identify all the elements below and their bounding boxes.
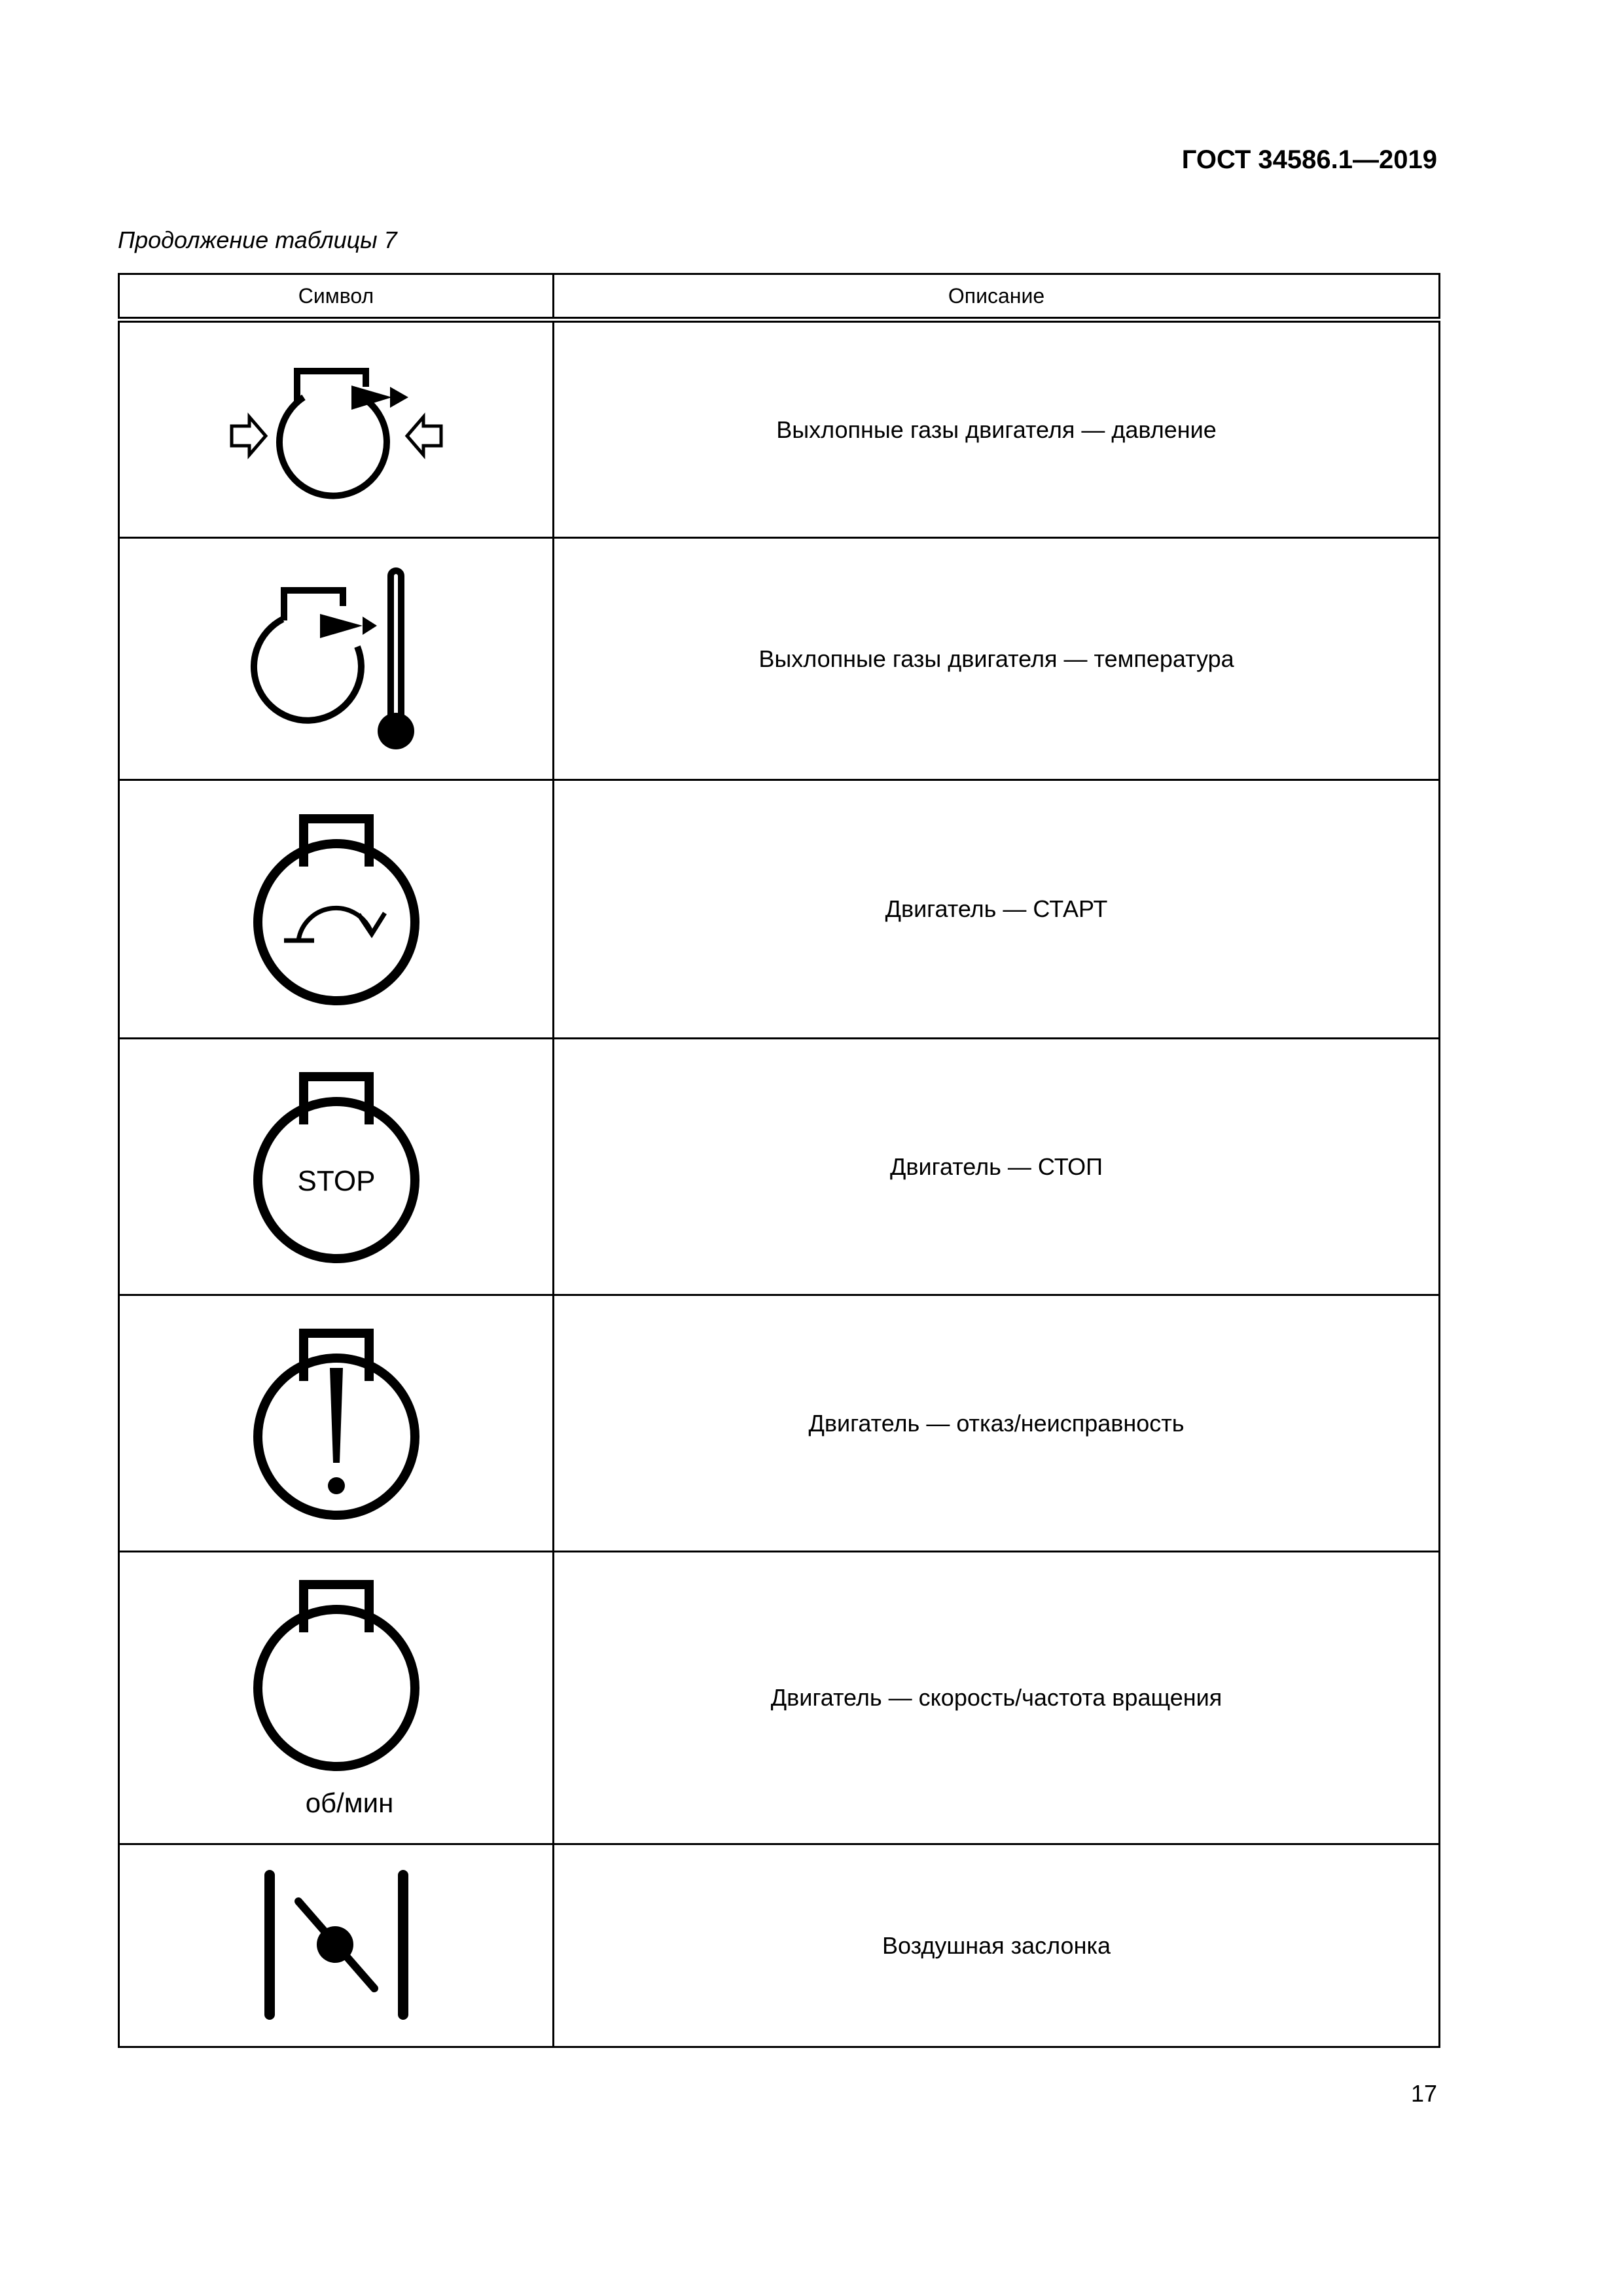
description-cell: Выхлопные газы двигателя — температура xyxy=(554,538,1440,780)
description-cell: Выхлопные газы двигателя — давление xyxy=(554,320,1440,538)
air-damper-icon xyxy=(258,1867,415,2024)
engine-exhaust-pressure-icon xyxy=(225,345,448,515)
symbol-cell xyxy=(119,1552,554,1844)
table-row xyxy=(119,320,1440,538)
table-row xyxy=(119,1552,1440,1844)
column-header-symbol: Символ xyxy=(119,274,554,320)
engine-exhaust-temperature-icon xyxy=(232,564,441,754)
description-cell: Воздушная заслонка xyxy=(554,1844,1440,2047)
engine-start-icon xyxy=(245,804,428,1014)
engine-failure-icon xyxy=(245,1319,428,1528)
description-cell: Двигатель — СТАРТ xyxy=(554,780,1440,1039)
engine-speed-icon xyxy=(245,1570,428,1825)
table-header-row xyxy=(119,274,1440,320)
description-cell: Двигатель — отказ/неисправность xyxy=(554,1295,1440,1552)
description-cell: Двигатель — скорость/частота вращения xyxy=(554,1552,1440,1844)
table-row xyxy=(119,1844,1440,2047)
symbol-cell xyxy=(119,1039,554,1295)
rpm-icon-label: об/мин xyxy=(305,1787,393,1818)
symbol-cell xyxy=(119,320,554,538)
standard-code: ГОСТ 34586.1—2019 xyxy=(1181,145,1437,174)
page-number: 17 xyxy=(1410,2080,1437,2107)
symbol-cell xyxy=(119,1844,554,2047)
stop-icon-label: STOP xyxy=(296,1164,376,1197)
table-row xyxy=(119,1295,1440,1552)
engine-stop-icon xyxy=(245,1062,428,1272)
symbol-cell xyxy=(119,538,554,780)
symbol-cell xyxy=(119,1295,554,1552)
table-row xyxy=(119,1039,1440,1295)
table-caption: Продолжение таблицы 7 xyxy=(118,226,397,253)
symbols-table xyxy=(118,273,1440,2048)
table-row xyxy=(119,780,1440,1039)
table-row xyxy=(119,538,1440,780)
column-header-description: Описание xyxy=(554,274,1440,320)
symbol-cell xyxy=(119,780,554,1039)
description-cell: Двигатель — СТОП xyxy=(554,1039,1440,1295)
